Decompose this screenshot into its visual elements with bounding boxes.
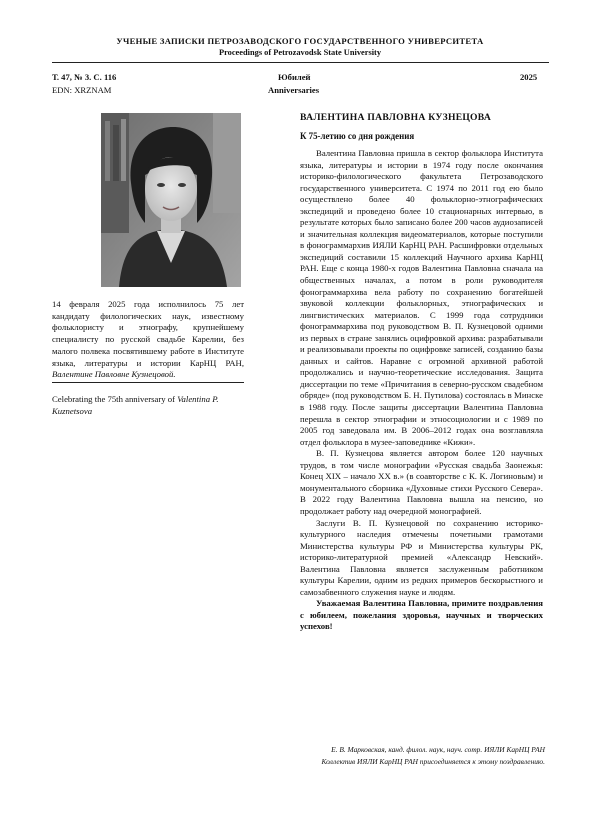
paragraph: Валентина Павловна пришла в сектор фольклора Института языка, литературы и истории в 1974 году после окончания историко-филологического факультета Петрозаводского государственного университета. С 1974 по 2011 год ею было осуществлено более 40 фольклорно-этнографических экспедиций и проведено более 10 стационарных интервью, в результате которых было записано более 200 часов аудиозаписей и значительная коллекция видеоматериалов, которые поступили в фонограммархив ИЯЛИ КарНЦ РАН. Расшифровки отдельных экспедиций составили 15 коллекций Научного архива КарНЦ РАН. Еще с конца 1980-х годов Валентина Павловна сначала на общественных началах, а потом в роли руководителя фонограммархива вела работу по сохранению богатейшей звуковой коллекции фольклорных, этнографических и лингвистических материалов. С 1999 года сотрудники фонограммархива под руководством В. П. Кузнецовой одними из первых в стране занялись оцифровкой архива: разрабатывали и реализовывали проекты по оцифровке записей, созданию базы данных и сайтов. Наравне с огромной архивной работой продолжались и научно-теоретические исследования. Защита диссертации по теме «Причитания в северно-русском свадебном обряде» (под руководством Б. Н. Путилова) состоялась в Минске в 1988 году. После защиты диссертации Валентина Павловна перешла в сектор этнографии и этносоциологии и с 1989 по 2005 год заведовала им. В 2006–2012 годах она возглавляла отдел фольклора в музее-заповеднике «Кижи». [300, 148, 543, 447]
volume-info: Т. 47, № 3. С. 116 [52, 72, 117, 82]
journal-title-en: Proceedings of Petrozavodsk State University [218, 48, 382, 57]
caption-en-text: Celebrating the 75th anniversary of [52, 394, 178, 404]
article-body [300, 148, 543, 633]
paragraph: В. П. Кузнецова является автором более 120 научных трудов, в том числе монографии «Русская свадьба Заонежья: Конец XIX – начало XX в.» (в соавторстве с К. К. Логиновым) и монументального сборника «Духовные стихи Русского Севера». В 2022 году Валентина Павловна вышла на пенсию, но продолжает работу над очередной монографией. [300, 448, 543, 516]
caption-separator [52, 382, 244, 383]
article-title: ВАЛЕНТИНА ПАВЛОВНА КУЗНЕЦОВА [300, 112, 492, 123]
caption-ru-name: Валентине Павловне Кузнецовой. [52, 369, 176, 380]
caption-ru [52, 299, 244, 381]
year: 2025 [520, 72, 538, 82]
caption-en-name: Valentina P. Kuznetsova [52, 394, 219, 416]
header-rule [52, 62, 549, 63]
caption-en [52, 394, 244, 417]
congratulations: Уважаемая Валентина Павловна, примите поздравления с юбилеем, пожелания здоровья, научных и творческих успехов! [300, 598, 543, 632]
section-en: Anniversaries [268, 85, 320, 95]
signature-author: Е. В. Марковская, канд. филол. наук, науч. сотр. ИЯЛИ КарНЦ РАН [331, 745, 545, 754]
portrait-photo [101, 113, 241, 287]
section-ru: Юбилей [278, 72, 311, 82]
edn: EDN: XRZNAM [52, 85, 112, 95]
journal-title-ru: УЧЕНЫЕ ЗАПИСКИ ПЕТРОЗАВОДСКОГО ГОСУДАРСТВЕННОГО УНИВЕРСИТЕТА [116, 36, 484, 46]
signature-team: Коллектив ИЯЛИ КарНЦ РАН присоединяется к этому поздравлению. [321, 757, 545, 766]
paragraph: Заслуги В. П. Кузнецовой по сохранению историко-культурного наследия отмечены почетными грамотами Министерства культуры РФ и Министерства культуры РК, историко-литературной премией «Александр Невский». Валентина Павловна является заслуженным работником культуры Карелии, одним из редких примеров бескорыстного и самозабвенного служения науке и людям. [300, 517, 543, 597]
caption-ru-text: 14 февраля 2025 года исполнилось 75 лет кандидату филологических наук, известному фольклористу и этнографу, крупнейшему специалисту по русской свадьбе Карелии, без малого полвека посвятившему работе в Институте языка, литературы и истории КарНЦ РАН, [52, 299, 244, 368]
portrait-image [101, 113, 241, 287]
article-subtitle: К 75-летию со дня рождения [300, 131, 415, 141]
